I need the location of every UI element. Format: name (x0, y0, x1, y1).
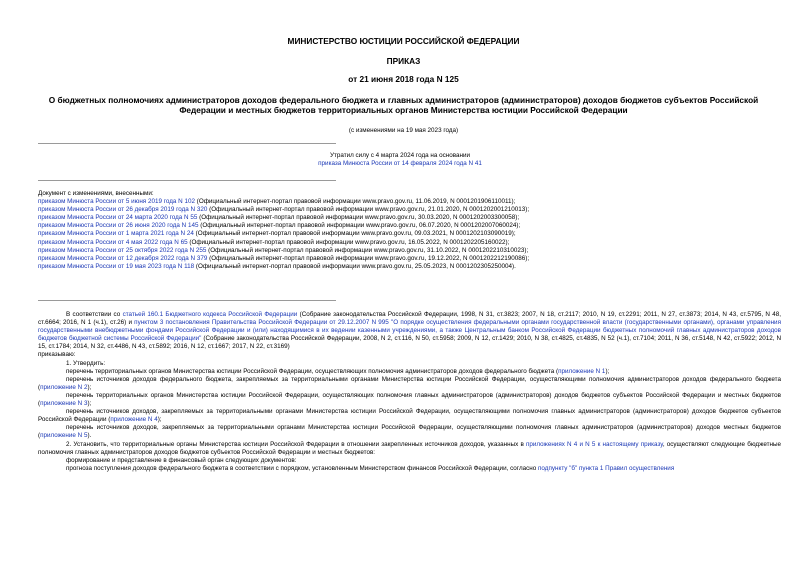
preamble-paragraph: В соответствии со статьей 160.1 Бюджетного кодекса Российской Федерации (Собрание законодательства Российской Федерации, 1998, N 31, ст.3823; 2007, N 18, ст.2117; 2010, N 19, ст.2291; 2011, N 27, ст.3873; 2014, N 43, ст.5795, N 48, ст.6664; 2016, N 1 (ч.1), ст.26) и пунктом 3 постановления Правительства Российской Федерации от 29.12.2007 N 995 "О порядке осуществления федеральными органами государственной власти (государственными органами), органами управления государственными внебюджетными фондами Российской Федерации и (или) находящимися в их ведении казенными учреждениями, а также Центральным банком Российской Федерации бюджетных полномочий главных администраторов доходов бюджетов бюджетной системы Российской Федерации" (Собрание законодательства Российской Федерации, 2008, N 2, ст.116, N 50, ст.5958; 2009, N 12, ст.1429; 2010, N 38, ст.4825, ст.4835, N 52 (ч.1), ст.7104; 2011, N 36, ст.5148, N 42, ст.5922; 2012, N 15, ст.1784; 2014, N 32, ст.4486, N 43, ст.5892; 2016, N 12, ст.1667; 2017, N 22, ст.3169) (38, 311, 782, 351)
amendment-link[interactable]: приказом Минюста России от 12 декабря 2022 года N 379 (38, 254, 208, 262)
list-item: приказом Минюста России от 26 июня 2020 года N 145 (Официальный интернет-портал правовой информации www.pravo.gov.ru, 06.07.2020, N 0001202007060024); (38, 222, 521, 230)
repeal-text: Утратил силу с 4 марта 2024 года на основании (329, 152, 471, 159)
appendices-4-5-link[interactable]: приложениях N 4 и N 5 к настоящему приказу (526, 440, 663, 448)
amendment-link[interactable]: приказом Минюста России от 25 октября 2022 года N 255 (38, 246, 207, 254)
rules-subpoint-link[interactable]: подпункту "б" пункта 1 Правил осуществления (538, 464, 675, 472)
paragraph-2: 2. Установить, что территориальные органы Министерства юстиции Российской Федерации в отношении закрепленных источников доходов, указанных в приложениях N 4 и N 5 к настоящему приказу, осуществляют следующие бюджетные полномочия главных администраторов доходов бюджетов субъектов Российской Федерации и местных бюджетов: (38, 440, 781, 456)
list-item: приказом Минюста России от 4 мая 2022 года N 65 (Официальный интернет-портал правовой информации www.pravo.gov.ru, 16.05.2022, N 0001202205160022); (38, 238, 510, 246)
list-item: приказом Минюста России от 19 мая 2023 года N 118 (Официальный интернет-портал правовой информации www.pravo.gov.ru, 25.05.2023, N 0001202305250004). (38, 262, 516, 270)
date-number-heading: от 21 июня 2018 года N 125 (348, 74, 459, 84)
list-item: приказом Минюста России от 26 декабря 2019 года N 320 (Официальный интернет-портал правовой информации www.pravo.gov.ru, 21.01.2020, N 0001202001210013); (38, 206, 530, 214)
repeal-order-link[interactable]: приказа Минюста России от 14 февраля 2024 года N 41 (318, 160, 482, 168)
amendments-note: (с изменениями на 19 мая 2023 года) (348, 127, 459, 134)
list-item: приказом Минюста России от 1 марта 2021 года N 24 (Официальный интернет-портал правовой информации www.pravo.gov.ru, 09.03.2021, N 0001202103090019); (38, 230, 516, 238)
amendment-link[interactable]: приказом Минюста России от 26 декабря 2019 года N 320 (38, 206, 208, 214)
amendment-link[interactable]: приказом Минюста России от 5 июня 2019 года N 102 (38, 198, 195, 206)
document-title: О бюджетных полномочиях администраторов доходов федерального бюджета и главных администраторов (администраторов) доходов бюджетов субъектов Российской Федерации и местных бюджетов территориальных органов Министерства юстиции Российской Федерации (48, 95, 759, 115)
approve-paragraph: 1. Утвердить: (66, 359, 106, 367)
changes-list (38, 190, 781, 271)
list-item: перечень источников доходов федерального бюджета, закрепляемых за территориальными органами Министерства юстиции Российской Федерации, осуществляющими полномочия администраторов доходов федерального бюджета (приложение N 2); (38, 375, 781, 391)
doc-type-heading: ПРИКАЗ (386, 56, 421, 66)
changes-intro: Документ с изменениями, внесенными: (38, 190, 154, 197)
budget-code-link[interactable]: статьей 160.1 Бюджетного кодекса Российской Федерации (122, 311, 298, 318)
amendment-link[interactable]: приказом Минюста России от 19 мая 2023 года N 118 (38, 262, 195, 270)
appendix-2-link[interactable]: приложение N 2 (40, 383, 88, 391)
list-item: перечень территориальных органов Министерства юстиции Российской Федерации, осуществляющих полномочия главных администраторов (администраторов) доходов бюджетов субъектов Российской Федерации и местных бюджетов (приложение N 3); (38, 391, 781, 408)
appendix-5-link[interactable]: приложение N 5 (40, 432, 88, 440)
appendix-3-link[interactable]: приложение N 3 (40, 400, 88, 408)
document-body (38, 311, 781, 473)
amendment-link[interactable]: приказом Минюста России от 24 марта 2020 года N 55 (38, 214, 198, 222)
list-item: приказом Минюста России от 24 марта 2020 года N 55 (Официальный интернет-портал правовой информации www.pravo.gov.ru, 30.03.2020, N 0001202003300058); (38, 214, 520, 222)
divider (38, 300, 336, 301)
appendix-1-link[interactable]: приложение N 1 (558, 367, 606, 375)
list-item: приказом Минюста России от 12 декабря 2022 года N 379 (Официальный интернет-портал правовой информации www.pravo.gov.ru, 19.12.2022, N 0001202212190086); (38, 254, 530, 262)
ministry-heading: МИНИСТЕРСТВО ЮСТИЦИИ РОССИЙСКОЙ ФЕДЕРАЦИИ (287, 36, 520, 46)
divider (38, 143, 336, 144)
appendix-4-link[interactable]: приложение N 4 (110, 416, 158, 424)
divider (38, 180, 336, 181)
order-word: приказываю: (38, 351, 76, 359)
list-item: перечень территориальных органов Министерства юстиции Российской Федерации, осуществляющих полномочия администраторов доходов федерального бюджета (приложение N 1); (66, 367, 610, 375)
list-item: приказом Минюста России от 25 октября 2022 года N 255 (Официальный интернет-портал правовой информации www.pravo.gov.ru, 31.10.2022, N 0001202210310023); (38, 246, 529, 254)
government-decree-link[interactable]: пунктом 3 постановления Правительства Российской Федерации от 29.12.2007 N 995 "О порядке осуществления федеральными органами государственной власти (государственными органами), органами управления государственными внебюджетными фондами Российской Федерации и (или) находящимися в их ведении казенными учреждениями, а также Центральным банком Российской Федерации бюджетных полномочий главных администраторов доходов бюджетов бюджетной системы Российской Федерации" (38, 319, 781, 343)
repeal-notice (200, 152, 600, 168)
list-item: приказом Минюста России от 5 июня 2019 года N 102 (Официальный интернет-портал правовой информации www.pravo.gov.ru, 11.06.2019, N 0001201906110011); (38, 198, 516, 206)
paragraph: формирование и представление в финансовый орган следующих документов: (66, 456, 297, 464)
paragraph: прогноза поступления доходов федерального бюджета в соответствии с порядком, установленным Министерством финансов Российской Федерации, согласно подпункту "б" пункта 1 Правил осуществления (66, 464, 675, 472)
amendment-link[interactable]: приказом Минюста России от 1 марта 2021 года N 24 (38, 230, 194, 238)
amendment-link[interactable]: приказом Минюста России от 26 июня 2020 года N 145 (38, 222, 199, 230)
list-item: перечень источников доходов, закрепляемых за территориальными органами Министерства юстиции Российской Федерации, осуществляющими полномочия главных администраторов (администраторов) доходов бюджетов субъектов Российской Федерации (приложение N 4); (38, 408, 781, 424)
list-item: перечень источников доходов, закрепляемых за территориальными органами Министерства юстиции Российской Федерации, осуществляющими полномочия главных администраторов (администраторов) доходов местных бюджетов (приложение N 5). (38, 424, 781, 440)
amendment-link[interactable]: приказом Минюста России от 4 мая 2022 года N 65 (38, 238, 188, 246)
